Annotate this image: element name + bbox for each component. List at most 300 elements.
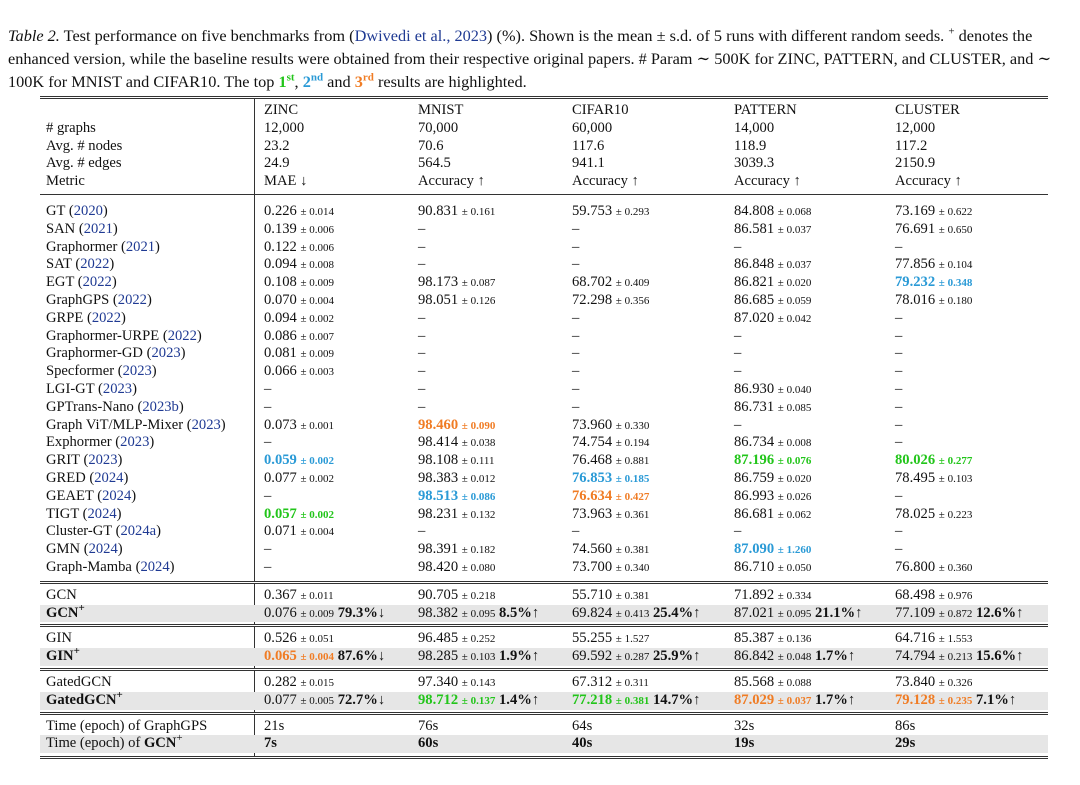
std-dev (301, 695, 335, 707)
cell-value: 79.128 (895, 691, 936, 708)
model-label: SAN (46, 220, 76, 237)
std-value: 0.005 (309, 694, 335, 707)
pm-symbol: ± (461, 508, 468, 521)
cell-value: 76.468 (572, 452, 613, 469)
citation-link[interactable]: 2024 (94, 469, 124, 486)
cell-value: 86.759 (734, 469, 775, 486)
pm-symbol: ± (938, 223, 945, 236)
cell-value: 64.716 (895, 630, 936, 647)
table-cell (895, 203, 972, 222)
pm-symbol: ± (615, 633, 622, 646)
cell-value: 86.842 (734, 648, 775, 665)
table-cell (264, 203, 334, 222)
pm-symbol: ± (461, 277, 468, 290)
cell-value: – (264, 541, 272, 558)
table-cell (895, 587, 972, 606)
cell-value: – (895, 238, 903, 255)
pm-symbol: ± (777, 589, 784, 602)
cell-value: 0.077 (264, 469, 297, 486)
table-cell (572, 399, 579, 417)
std-value: 0.068 (786, 205, 812, 218)
improvement: 25.4%↑ (653, 604, 701, 621)
cell-value: 0.282 (264, 673, 297, 690)
std-value: 0.409 (624, 277, 650, 290)
table-cell (734, 488, 811, 507)
citation-link[interactable]: 2024 (88, 541, 118, 558)
table-cell (264, 274, 334, 293)
pm-symbol: ± (300, 455, 307, 468)
std-dev (301, 206, 335, 218)
std-dev (301, 331, 335, 343)
table-row (40, 256, 1048, 274)
table-cell (418, 434, 495, 453)
std-dev (301, 677, 335, 689)
table-cell (572, 452, 649, 471)
stat-value: Accuracy ↑ (734, 173, 801, 190)
pm-symbol: ± (777, 205, 784, 218)
pm-symbol: ± (300, 241, 307, 254)
model-name: TIGT (2024) (46, 505, 122, 522)
model-name: GPTrans-Nano (2023b) (46, 398, 184, 415)
pm-symbol: ± (615, 205, 622, 218)
table-row (40, 601, 1048, 623)
table-cell (895, 434, 902, 452)
pm-symbol: ± (300, 472, 307, 485)
cell-value: – (418, 309, 426, 326)
pm-symbol: ± (777, 651, 784, 664)
pm-symbol: ± (777, 544, 784, 557)
pm-symbol: ± (615, 294, 622, 307)
model-name: Specformer (2023) (46, 363, 157, 380)
std-value: 0.003 (309, 366, 335, 379)
cell-value: – (734, 523, 742, 540)
timing-label-text: Time (epoch) of GraphGPS (46, 717, 208, 734)
cell-value: – (895, 327, 903, 344)
model-name: GT (2020) (46, 202, 108, 219)
citation-link[interactable]: 2023b (142, 398, 179, 415)
cell-value: – (264, 434, 272, 451)
table-cell (572, 221, 579, 239)
improvement: 72.7%↓ (337, 691, 386, 708)
citation-link[interactable]: 2022 (80, 256, 110, 273)
stat-value: 14,000 (734, 119, 775, 136)
pm-symbol: ± (615, 651, 622, 664)
improvement: 15.6%↑ (976, 648, 1024, 665)
pm-symbol: ± (777, 694, 784, 707)
std-value: 0.050 (786, 561, 812, 574)
pm-symbol: ± (615, 561, 622, 574)
table-cell (895, 274, 972, 293)
table-cell (572, 523, 579, 541)
cell-value: 86.993 (734, 487, 775, 504)
std-value: 0.085 (786, 401, 812, 414)
cell-value: 55.255 (572, 630, 613, 647)
stat-label: Avg. # nodes (46, 137, 123, 154)
model-label: Graphormer-GD (46, 345, 143, 362)
model-label: GraphGPS (46, 291, 110, 308)
citation-link[interactable]: 2021 (83, 220, 113, 237)
citation-link[interactable]: 2023 (102, 380, 133, 397)
citation-link[interactable]: 2024 (140, 558, 170, 575)
improvement: 1.4%↑ (499, 691, 540, 708)
pm-symbol: ± (938, 294, 945, 307)
std-value: 0.976 (947, 589, 973, 602)
std-value: 0.182 (470, 544, 496, 557)
std-value: 0.020 (786, 472, 812, 485)
column-header-mnist: MNIST (418, 102, 464, 118)
cell-value: 69.824 (572, 604, 613, 621)
std-value: 0.340 (624, 561, 650, 574)
table-row (40, 363, 1048, 381)
std-value: 0.040 (786, 383, 812, 396)
cell-value: – (895, 416, 903, 433)
timing-label (46, 718, 207, 736)
cell-value: 85.387 (734, 630, 775, 647)
table-cell (734, 345, 741, 363)
std-dev (778, 633, 812, 645)
cell-value: 85.568 (734, 673, 775, 690)
std-value: 0.334 (786, 589, 812, 602)
std-value: 0.020 (786, 277, 812, 290)
std-dev (616, 562, 650, 574)
std-dev (301, 651, 335, 663)
cell-value: 69.592 (572, 648, 613, 665)
cell-value: – (572, 309, 580, 326)
pm-symbol: ± (938, 633, 945, 646)
column-header-zinc: ZINC (264, 102, 299, 118)
model-name: GMN (2024) (46, 541, 123, 558)
model-name: LGI-GT (2023) (46, 380, 137, 397)
std-value: 0.001 (309, 419, 335, 432)
table-cell (572, 648, 700, 667)
std-value: 0.006 (309, 241, 335, 254)
std-dev (462, 695, 496, 707)
plus-symbol: + (73, 645, 80, 658)
pm-symbol: ± (300, 633, 307, 646)
table-row (40, 688, 1048, 710)
cell-value: – (895, 523, 903, 540)
stat-value: Accuracy ↑ (418, 173, 485, 190)
std-dev (939, 259, 973, 271)
table-cell (734, 328, 741, 346)
std-dev (616, 491, 650, 503)
std-value: 0.180 (947, 294, 973, 307)
citation-link[interactable]: 2023 (120, 434, 150, 451)
model-label: Graph-Mamba (46, 558, 132, 575)
table-cell (418, 292, 495, 311)
table-cell (734, 381, 811, 400)
table-cell (418, 363, 425, 381)
citation-link[interactable]: 2024 (102, 487, 132, 504)
cell-value: 0.226 (264, 202, 297, 219)
plus-symbol: + (176, 732, 183, 745)
pm-symbol: ± (461, 544, 468, 557)
table-cell (734, 399, 811, 418)
table-cell (418, 221, 425, 239)
model-name: Graphormer-URPE (2022) (46, 327, 202, 344)
std-value: 0.002 (309, 312, 335, 325)
citation-link[interactable]: 2023 (122, 363, 152, 380)
std-dev (301, 366, 335, 378)
improvement: 79.3%↓ (337, 604, 386, 621)
table-cell (572, 605, 700, 624)
table-cell (734, 221, 811, 240)
std-dev (616, 295, 650, 307)
pm-symbol: ± (300, 607, 307, 620)
std-dev (301, 633, 335, 645)
std-value: 0.095 (470, 607, 496, 620)
std-value: 0.287 (624, 651, 650, 664)
table-cell (734, 605, 862, 624)
table-cell (418, 381, 425, 399)
std-dev (301, 348, 335, 360)
model-name: GEAET (2024) (46, 487, 137, 504)
pm-symbol: ± (777, 383, 784, 396)
cell-value: 0.367 (264, 586, 297, 603)
model-name: GIN (46, 630, 72, 647)
table-cell (572, 674, 649, 693)
cell-value: – (895, 309, 903, 326)
pm-symbol: ± (777, 401, 784, 414)
pm-symbol: ± (300, 526, 307, 539)
cell-value: 0.076 (264, 604, 297, 621)
cell-value: 77.218 (572, 691, 613, 708)
citation-link[interactable]: 2023 (151, 345, 181, 362)
std-value: 0.086 (470, 490, 496, 503)
cell-value: – (572, 220, 580, 237)
stat-row (40, 138, 1048, 156)
table-section (40, 584, 1048, 625)
improvement: 1.7%↑ (815, 691, 856, 708)
cell-value: – (572, 380, 580, 397)
table-cell (734, 648, 855, 667)
table-cell (418, 488, 495, 507)
pm-symbol: ± (461, 294, 468, 307)
timing-value: 40s (572, 735, 593, 752)
table-cell (264, 381, 271, 399)
table-row (40, 587, 1048, 605)
model-name: GIN+ (46, 645, 80, 665)
table-cell (572, 559, 649, 578)
second-rank-legend: 2nd (302, 71, 324, 91)
pm-symbol: ± (461, 561, 468, 574)
citation-link[interactable]: Dwivedi et al., 2023 (354, 26, 488, 45)
cell-value: 78.495 (895, 469, 936, 486)
table-row (40, 674, 1048, 692)
cell-value: 86.821 (734, 274, 775, 291)
table-cell (418, 630, 495, 649)
citation-link[interactable]: 2023 (88, 452, 118, 469)
cell-value: 87.020 (734, 309, 775, 326)
std-value: 0.136 (786, 633, 812, 646)
pm-symbol: ± (615, 277, 622, 290)
std-value: 0.111 (470, 455, 495, 468)
std-value: 0.095 (786, 607, 812, 620)
table-cell (264, 630, 334, 649)
std-dev (462, 677, 496, 689)
pm-symbol: ± (615, 607, 622, 620)
model-name: GCN+ (46, 601, 85, 621)
table-cell (572, 381, 579, 399)
table-cell (572, 256, 579, 274)
table-cell (264, 399, 271, 417)
model-label: GRPE (46, 309, 84, 326)
pm-symbol: ± (938, 508, 945, 521)
std-dev (301, 259, 335, 271)
std-dev (778, 651, 812, 663)
model-label: Specformer (46, 363, 115, 380)
pm-symbol: ± (777, 561, 784, 574)
citation-link[interactable]: 2022 (117, 291, 147, 308)
table-cell (572, 363, 579, 381)
table-cell (572, 328, 579, 346)
stat-value: 12,000 (264, 119, 305, 136)
pm-symbol: ± (300, 651, 307, 664)
std-value: 0.076 (786, 455, 812, 468)
std-value: 0.009 (309, 277, 335, 290)
cell-value: 0.065 (264, 648, 297, 665)
std-dev (301, 420, 335, 432)
stat-row (40, 155, 1048, 173)
table-cell (572, 239, 579, 257)
std-dev (301, 277, 335, 289)
table-cell (572, 541, 649, 560)
pm-symbol: ± (461, 694, 468, 707)
cell-value: – (895, 363, 903, 380)
citation-link[interactable]: 2024 (87, 505, 117, 522)
std-dev (939, 473, 973, 485)
std-value: 0.194 (624, 437, 650, 450)
std-value: 1.260 (786, 544, 812, 557)
std-value: 0.051 (309, 633, 335, 646)
model-name: GRPE (2022) (46, 309, 126, 326)
model-name: Cluster-GT (2024a) (46, 523, 161, 540)
std-value: 0.293 (624, 205, 650, 218)
std-dev (778, 313, 812, 325)
citation-link[interactable]: 2021 (125, 238, 156, 255)
std-value: 0.009 (309, 348, 335, 361)
table-cell (895, 541, 902, 559)
cell-value: 0.059 (264, 452, 297, 469)
std-dev (301, 295, 335, 307)
pm-symbol: ± (300, 259, 307, 272)
std-dev (939, 455, 973, 467)
cell-value: 74.754 (572, 434, 613, 451)
std-value: 0.881 (624, 455, 650, 468)
pm-symbol: ± (777, 312, 784, 325)
stat-row (40, 120, 1048, 138)
std-value: 0.872 (947, 607, 973, 620)
cell-value: – (895, 541, 903, 558)
stat-row (40, 173, 1048, 191)
pm-symbol: ± (938, 472, 945, 485)
improvement: 1.9%↑ (499, 648, 540, 665)
cell-value: 0.122 (264, 238, 297, 255)
citation-link[interactable]: 2022 (91, 309, 122, 326)
table-cell (418, 203, 495, 222)
cell-value: 98.712 (418, 691, 459, 708)
cell-value: 68.498 (895, 586, 936, 603)
pm-symbol: ± (938, 205, 945, 218)
pm-symbol: ± (615, 472, 622, 485)
table-cell (418, 328, 425, 346)
table-cell (264, 605, 385, 624)
table-cell (264, 310, 334, 329)
table-cell (418, 587, 495, 606)
timing-row (40, 732, 1048, 753)
citation-link[interactable]: 2020 (73, 202, 103, 219)
std-dev (939, 224, 973, 236)
caption-text: Test performance on five benchmarks from ( (59, 26, 355, 45)
std-value: 0.008 (786, 437, 812, 450)
pm-symbol: ± (938, 676, 945, 689)
citation-link[interactable]: 2022 (82, 274, 112, 291)
stat-value: 118.9 (734, 137, 767, 154)
std-value: 0.048 (786, 651, 812, 664)
std-dev (616, 695, 650, 707)
table-cell (734, 310, 811, 329)
citation-link[interactable]: 2022 (167, 327, 197, 344)
table-cell (572, 587, 649, 606)
cell-value: 0.073 (264, 416, 297, 433)
table-cell (418, 399, 425, 417)
caption-label: Table 2. (8, 26, 60, 45)
improvement: 87.6%↓ (337, 648, 386, 665)
improvement: 7.1%↑ (976, 691, 1017, 708)
std-value: 0.038 (470, 437, 496, 450)
pm-symbol: ± (461, 676, 468, 689)
citation-link[interactable]: 2024a (120, 523, 157, 540)
table-cell (264, 452, 334, 471)
pm-symbol: ± (300, 508, 307, 521)
model-name: SAT (2022) (46, 256, 115, 273)
stat-value: 70.6 (418, 137, 444, 154)
pm-symbol: ± (461, 589, 468, 602)
std-value: 0.006 (309, 223, 335, 236)
std-dev (301, 526, 335, 538)
pm-symbol: ± (938, 455, 945, 468)
table-row (40, 541, 1048, 559)
model-name: Graph ViT/MLP-Mixer (2023) (46, 416, 226, 433)
std-value: 0.080 (470, 561, 496, 574)
table-cell (264, 345, 334, 364)
model-label: Graphormer (46, 238, 118, 255)
citation-link[interactable]: 2023 (191, 416, 221, 433)
table-section (40, 195, 1048, 581)
std-dev (301, 242, 335, 254)
cell-value: 0.077 (264, 691, 297, 708)
model-label: Exphormer (46, 434, 112, 451)
table-cell (734, 292, 811, 311)
cell-value: – (734, 238, 742, 255)
cell-value: – (572, 238, 580, 255)
pm-symbol: ± (777, 490, 784, 503)
table-cell (572, 274, 649, 293)
model-name: EGT (2022) (46, 274, 117, 291)
stat-value: Accuracy ↑ (895, 173, 962, 190)
std-value: 0.381 (624, 544, 650, 557)
caption-text: ) (%). Shown is the mean ± s.d. of 5 runs with different random seeds. (487, 26, 949, 45)
std-value: 0.009 (309, 607, 335, 620)
pm-symbol: ± (461, 607, 468, 620)
pm-symbol: ± (461, 633, 468, 646)
cell-value: 72.298 (572, 291, 613, 308)
table-cell (264, 648, 385, 667)
cell-value: 98.285 (418, 648, 459, 665)
pm-symbol: ± (615, 676, 622, 689)
model-name: GRIT (2023) (46, 452, 123, 469)
pm-symbol: ± (777, 259, 784, 272)
